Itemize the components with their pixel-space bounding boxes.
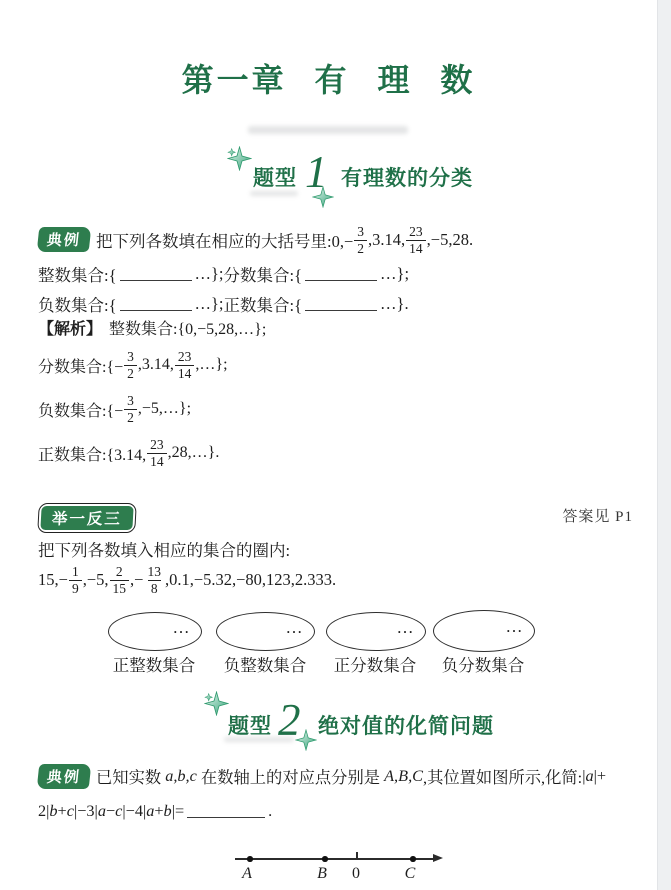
point-C-dot xyxy=(410,856,416,862)
blank-field xyxy=(120,297,192,311)
text-run: …}; xyxy=(194,294,224,313)
math-run: − xyxy=(105,801,116,820)
text-run: 负数集合:{− xyxy=(38,402,124,420)
example-badge: 典例 xyxy=(37,227,92,252)
text-run: 15,− xyxy=(38,570,68,589)
point-A-dot xyxy=(247,856,253,862)
topic2-label: 题型 xyxy=(228,715,272,738)
number-line-axis xyxy=(235,858,434,860)
analysis-line-4 xyxy=(38,433,219,473)
topic2-title: 绝对值的化简问题 xyxy=(318,715,494,738)
example-badge: 典例 xyxy=(37,764,92,789)
axis-arrow-icon xyxy=(433,854,443,862)
analysis-tag: 【解析】 xyxy=(38,320,103,338)
ellipsis-dots: … xyxy=(285,617,304,637)
math-variable: c xyxy=(66,801,74,820)
fraction: $\frac{3}{2}$ xyxy=(354,224,367,255)
fraction: $\frac{2}{15}$ xyxy=(110,564,130,595)
circle-label: 正分数集合 xyxy=(333,656,417,675)
set-circle-negative-integers xyxy=(216,612,315,651)
point-A-label: A xyxy=(242,865,252,882)
set-circle-negative-fractions xyxy=(433,610,535,652)
practice-numbers xyxy=(38,562,336,598)
text-run: . xyxy=(268,801,273,820)
origin-label: 0 xyxy=(352,865,360,882)
topic1-title: 有理数的分类 xyxy=(341,167,473,190)
sparkle-icon xyxy=(227,146,252,176)
text-run: ,28,…}. xyxy=(167,444,220,461)
fraction: $\frac{23}{14}$ xyxy=(147,437,167,468)
text-run: 分数集合:{− xyxy=(38,358,124,376)
math-variable: a xyxy=(146,801,155,820)
math-run: + xyxy=(154,801,164,820)
topic1-label: 题型 xyxy=(253,167,297,190)
text-run: ,3.14, xyxy=(368,230,406,249)
fraction: $\frac{1}{9}$ xyxy=(69,564,82,595)
sparkle-icon xyxy=(295,729,317,756)
blank-field xyxy=(120,267,192,281)
math-variables: A,B,C xyxy=(384,766,423,785)
ellipsis-dots: … xyxy=(505,617,524,636)
text-run: 正数集合:{ xyxy=(223,296,303,315)
fill-row-2 xyxy=(38,293,409,315)
sparkle-icon xyxy=(204,691,229,721)
text-run: 负数集合:{ xyxy=(38,296,117,315)
text-run: ,…}; xyxy=(195,356,228,373)
text-run: 分数集合:{ xyxy=(223,266,303,285)
example2-problem-line1 xyxy=(96,762,606,790)
topic2-number: 2 xyxy=(278,695,301,745)
text-run: 把下列各数填在相应的大括号里:0,− xyxy=(96,232,354,251)
circle-label: 负整数集合 xyxy=(223,656,307,675)
math-variable: c xyxy=(115,801,123,820)
circle-label: 正整数集合 xyxy=(112,656,196,675)
example1-problem xyxy=(96,222,473,258)
topic1-number: 1 xyxy=(305,147,328,197)
example2-problem-line2 xyxy=(38,797,272,825)
point-C-label: C xyxy=(404,865,416,882)
fill-row-1 xyxy=(38,263,409,285)
blank-field xyxy=(187,804,265,818)
text-run: ,0.1,−5.32,−80,123,2.333. xyxy=(164,570,337,589)
answer-reference: 答案见 P1 xyxy=(562,509,633,525)
text-run: 整数集合:{0,−5,28,…}; xyxy=(109,320,267,338)
origin-tick xyxy=(356,852,358,859)
set-circle-positive-fractions xyxy=(326,612,426,651)
fraction: $\frac{23}{14}$ xyxy=(175,349,195,380)
text-run: ,3.14, xyxy=(137,356,174,373)
text-run: …}. xyxy=(380,294,409,313)
text-run: ,−5,…}; xyxy=(137,400,192,417)
text-run: 正数集合:{3.14, xyxy=(38,446,147,464)
point-B-label: B xyxy=(317,865,327,882)
math-run: 2| xyxy=(38,801,50,820)
math-run: |= xyxy=(171,801,185,820)
set-circle-positive-integers xyxy=(108,612,202,651)
text-run: …}; xyxy=(194,264,224,283)
math-run: | xyxy=(582,766,586,785)
text-run: …}; xyxy=(380,264,410,283)
chapter-title: 第一章 有 理 数 xyxy=(181,62,476,98)
analysis-line-2 xyxy=(38,345,228,385)
text-run: 在数轴上的对应点分别是 xyxy=(196,768,385,787)
math-variable: b xyxy=(163,801,172,820)
text-run: ,−5, xyxy=(82,570,109,589)
sparkle-icon xyxy=(312,186,334,213)
math-variable: b xyxy=(49,801,58,820)
analysis-line-1 xyxy=(38,317,266,337)
fraction: $\frac{3}{2}$ xyxy=(124,393,137,424)
ellipsis-dots: … xyxy=(172,617,191,637)
fraction: $\frac{13}{8}$ xyxy=(147,564,161,596)
number-line-figure xyxy=(230,846,455,888)
math-run: + xyxy=(57,801,67,820)
text-run: 整数集合:{ xyxy=(38,266,117,285)
text-run: ,− xyxy=(130,570,144,589)
math-variable: a xyxy=(97,801,106,820)
page-edge xyxy=(657,0,671,890)
text-run: ,−5,28. xyxy=(426,230,474,249)
math-variable: a xyxy=(585,766,594,785)
blank-field xyxy=(305,267,377,281)
math-run: |−3| xyxy=(73,801,98,820)
circle-label: 负分数集合 xyxy=(441,656,525,675)
text-run: ,其位置如图所示,化简: xyxy=(423,768,583,787)
math-run: |+ xyxy=(593,766,607,785)
math-run: |−4| xyxy=(122,801,147,820)
practice-prompt: 把下列各数填入相应的集合的圈内: xyxy=(38,541,291,560)
analysis-line-3 xyxy=(38,389,191,429)
ellipsis-dots: … xyxy=(396,617,415,637)
fraction: $\frac{23}{14}$ xyxy=(406,224,426,255)
fraction: $\frac{3}{2}$ xyxy=(124,349,137,380)
point-B-dot xyxy=(322,856,328,862)
watermark-smudge xyxy=(248,126,408,134)
text-run: 已知实数 xyxy=(96,768,166,787)
math-variables: a,b,c xyxy=(165,766,197,785)
blank-field xyxy=(305,297,377,311)
practice-badge: 举一反三 xyxy=(37,503,137,533)
